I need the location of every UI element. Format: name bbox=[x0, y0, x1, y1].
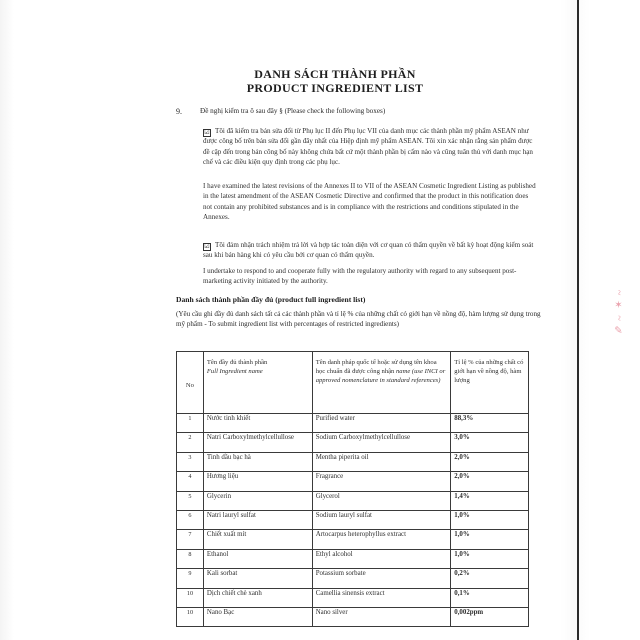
scan-edge-line bbox=[577, 0, 579, 640]
declaration-1-vi-text: Tôi đã kiểm tra bản sửa đổi từ Phụ lục II đến Phụ lục VII của danh mục các thành phần mỹ phẩm ASEAN như được công bố trên bản sửa đổi gần đây nhất của Hiệp định mỹ phẩm ASEAN. Tôi xin xác nhận rằng sản phẩm được đề cập đến trong bản công bố này không chứa bất cứ một thành phần bị cấm nào và cũng tuân thủ với danh mục hạn chế và các điều kiện quy định trong các phụ lục. bbox=[203, 127, 533, 167]
table-row bbox=[177, 569, 529, 588]
header-inci-vi: Tên danh pháp quốc tế hoặc sử dụng tên khoa học chuẩn đã được công nhận bbox=[315, 359, 437, 375]
row-no: 7 bbox=[177, 530, 204, 549]
row-name: Ethanol bbox=[203, 549, 312, 568]
header-inci-en: name (use INCI or approved nomenclature in standard references) bbox=[315, 368, 446, 384]
row-percentage: 0,002ppm bbox=[451, 607, 529, 626]
row-name: Chiết xuất mít bbox=[203, 530, 312, 549]
declaration-2-vi-text: Tôi đảm nhận trách nhiệm trả lời và hợp tác toàn diện với cơ quan có thẩm quyền về bất kỳ hoạt động kiểm soát sau khi bán hàng khi có yêu cầu bởi cơ quan có thẩm quyền. bbox=[203, 241, 534, 260]
row-percentage: 1,0% bbox=[451, 549, 529, 568]
table-header-row bbox=[177, 352, 529, 414]
table-row bbox=[177, 588, 529, 607]
checkbox-icon: ☑ bbox=[204, 129, 210, 136]
header-full-name bbox=[203, 352, 312, 414]
row-percentage: 1,4% bbox=[451, 491, 529, 510]
row-name: Natri lauryl sulfat bbox=[203, 510, 312, 529]
table-row bbox=[177, 510, 529, 529]
row-inci: Sodium Carboxylmethylcellullose bbox=[312, 433, 451, 452]
row-percentage: 88,3% bbox=[451, 414, 529, 433]
row-name: Nước tinh khiết bbox=[203, 414, 312, 433]
title-vietnamese: DANH SÁCH THÀNH PHẦN bbox=[254, 67, 416, 81]
row-no: 8 bbox=[177, 549, 204, 568]
row-percentage: 1,0% bbox=[451, 510, 529, 529]
table-row bbox=[177, 452, 529, 471]
table-row bbox=[177, 414, 529, 433]
section-instruction: Đề nghị kiểm tra ô sau đây § (Please check the following boxes) bbox=[200, 107, 386, 115]
row-percentage: 0,2% bbox=[451, 569, 529, 588]
row-percentage: 2,0% bbox=[451, 452, 529, 471]
declaration-2-vi bbox=[203, 240, 538, 261]
header-no: No bbox=[177, 352, 204, 414]
declaration-1-vi bbox=[203, 126, 538, 168]
checkbox-icon: ☑ bbox=[204, 243, 210, 250]
section-number: 9. bbox=[176, 107, 182, 116]
table-row bbox=[177, 549, 529, 568]
row-no: 3 bbox=[177, 452, 204, 471]
table-row bbox=[177, 472, 529, 491]
row-percentage: 3,0% bbox=[451, 433, 529, 452]
row-inci: Ethyl alcohol bbox=[312, 549, 451, 568]
row-inci: Glycerol bbox=[312, 491, 451, 510]
row-inci: Artocarpus heterophyllus extract bbox=[312, 530, 451, 549]
row-inci: Nano silver bbox=[312, 607, 451, 626]
title-english: PRODUCT INGREDIENT LIST bbox=[246, 81, 424, 95]
row-no: 6 bbox=[177, 510, 204, 529]
row-no: 5 bbox=[177, 491, 204, 510]
row-inci: Sodium lauryl sulfat bbox=[312, 510, 451, 529]
header-inci bbox=[312, 352, 451, 414]
declaration-2-en: I undertake to respond to and cooperate fully with the regulatory authority with regard to any subsequent post-marketing activity initiated by the authority. bbox=[203, 267, 517, 286]
row-no: 10 bbox=[177, 588, 204, 607]
row-name: Hương liệu bbox=[203, 472, 312, 491]
row-inci: Camellia sinensis extract bbox=[312, 588, 451, 607]
table-row bbox=[177, 530, 529, 549]
row-percentage: 0,1% bbox=[451, 588, 529, 607]
header-full-name-vi: Tên đầy đủ thành phần bbox=[206, 359, 268, 366]
row-inci: Purified water bbox=[312, 414, 451, 433]
row-no: 1 bbox=[177, 414, 204, 433]
row-name: Kali sorbat bbox=[203, 569, 312, 588]
row-inci: Mentha piperita oil bbox=[312, 452, 451, 471]
row-name: Tinh dầu bạc hà bbox=[203, 452, 312, 471]
table-row bbox=[177, 491, 529, 510]
row-no: 10 bbox=[177, 607, 204, 626]
row-percentage: 2,0% bbox=[451, 472, 529, 491]
document-title bbox=[220, 67, 450, 95]
table-row bbox=[177, 433, 529, 452]
header-full-name-en: Full Ingredient name bbox=[206, 368, 263, 375]
row-name: Natri Carboxylmethylcellullose bbox=[203, 433, 312, 452]
header-percentage: Tỉ lệ % của những chất có giới hạn về nồng độ, hàm lượng bbox=[451, 352, 529, 414]
ingredient-list-heading: Danh sách thành phần đầy đủ (product full ingredient list) bbox=[176, 295, 366, 304]
row-name: Glycerin bbox=[203, 491, 312, 510]
row-no: 4 bbox=[177, 472, 204, 491]
row-name: Nano Bạc bbox=[203, 607, 312, 626]
row-inci: Potassium sorbate bbox=[312, 569, 451, 588]
row-name: Dịch chiết chè xanh bbox=[203, 588, 312, 607]
declaration-1-en: I have examined the latest revisions of the Annexes II to VII of the ASEAN Cosmetic Ingredient Listing as published in the latest amendment of the ASEAN Cosmetic Directive and confirmed that the product in this notification does not contain any prohibited substances and is in compliance with the restrictions and conditions stipulated in the Annexes. bbox=[203, 182, 536, 222]
row-no: 2 bbox=[177, 433, 204, 452]
row-percentage: 1,0% bbox=[451, 530, 529, 549]
ingredient-list-note: (Yêu cầu ghi đầy đủ danh sách tất cả các thành phần và tỉ lệ % của những chất có giới hạn về nồng độ, hàm lượng sử dụng trong mỹ phẩm - To submit ingredient list with percentages of restricted ingredients) bbox=[176, 310, 541, 329]
red-stamp-mark: ~ ✶ ~ ✎ bbox=[613, 290, 624, 338]
row-no: 9 bbox=[177, 569, 204, 588]
table-row bbox=[177, 607, 529, 626]
ingredient-table bbox=[176, 351, 529, 627]
row-inci: Fragrance bbox=[312, 472, 451, 491]
